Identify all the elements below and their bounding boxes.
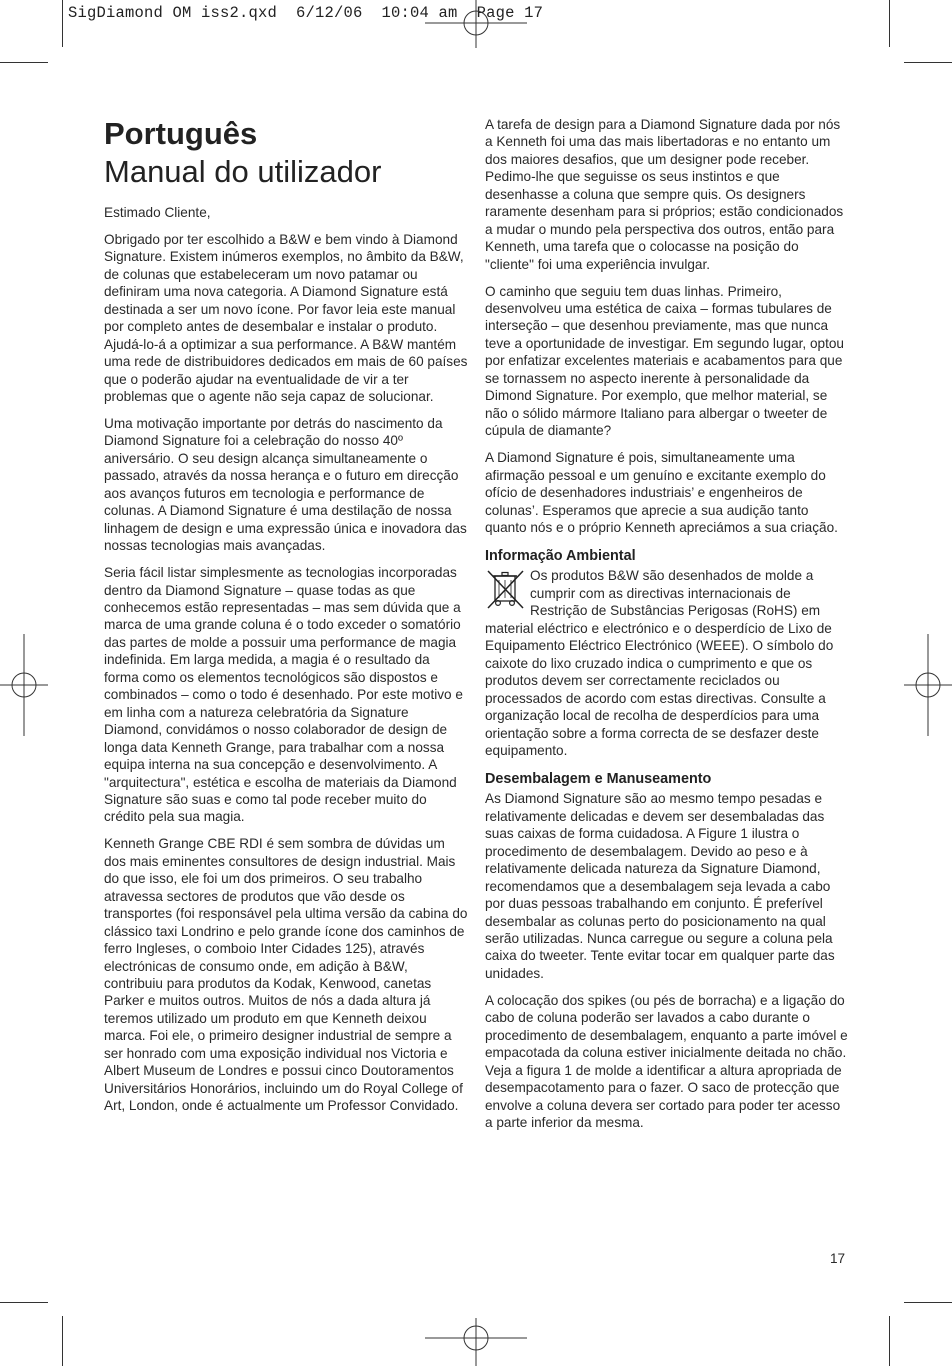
crop-mark-bottom-right-v	[889, 1316, 890, 1366]
unpacking-heading: Desembalagem e Manuseamento	[485, 771, 712, 788]
print-slug: SigDiamond OM iss2.qxd 6/12/06 10:04 am Page 17	[68, 4, 544, 22]
crop-mark-bottom-left-v	[62, 1316, 63, 1366]
page-subtitle: Manual do utilizador	[104, 154, 382, 189]
crossed-out-wheelie-bin-icon	[485, 568, 527, 610]
crop-mark-bottom-left-h	[0, 1302, 48, 1303]
page-number: 17	[830, 1251, 846, 1266]
paragraph: Kenneth Grange CBE RDI é sem sombra de dúvidas um dos mais eminentes consultores de design industrial. Mais do que isso, ele foi um dos primeiros. O seu trabalho atravessa sectores de produtos que vão desde os transportes (foi responsável pela ultima versão da cabina do clássico taxi Londrino e pelo grande ícone dos caminhos de ferro Ingleses, o comboio Inter Cidades 125), através electrónicas de consumo onde, em adição à B&W, contribuiu para produtos da Kodak, Kenwood, canetas Parker e muitos outros. Muitos de nós a dada altura já teremos utilizado um produto em que Kenneth deixou marca. Foi ele, o primeiro designer industrial de sempre a ser honrado com uma exposição individual nos Victoria e Albert Museum de Londres e possui cinco Doutoramentos Universitários Honorários, incluindo um do Royal College of Art, London, onde é actualmente um Professor Convidado.	[104, 836, 468, 1114]
paragraph: Seria fácil listar simplesmente as tecnologias incorporadas dentro da Diamond Signature – quase todas as que conhecemos estão representadas – mas sem dúvida que a marca de uma grande coluna é o todo exceder o somatório das partes de molde a possuir uma performance de magia indefinida. Em larga medida, a magia é o resultado da forma como os elementos tecnológicos são dispostos e combinados – como o todo é desenhado. Por este motivo e em linha com a natureza celebratória da Signature Diamond, convidámos o nosso colaborador de design de longa data Kenneth Grange, para trabalhar com a nossa equipa interna na sua concepção e desenvolvimento. A "arquitectura", estética e escolha de materiais da Diamond Signature são suas e como tal pode receber muito do crédito pela sua magia.	[104, 565, 463, 825]
left-column	[104, 116, 468, 1124]
crop-mark-top-left-h	[0, 62, 48, 63]
environment-text: Os produtos B&W são desenhados de molde a cumprir com as directivas internacionais de Restrição de Substâncias Perigosas (RoHS) em material eléctrico e electrónico e o desperdício de Lixo de Equipamento Eléctrico Electrónico (WEEE). O símbolo do caixote do lixo cruzado indica o cumprimento e que os produtos devem ser correctamente reciclados ou processados de acordo com estas directivas. Consulte a organização local de recolha de desperdícios para uma orientação sobre a forma correcta de se desfazer deste equipamento.	[485, 568, 834, 758]
environment-heading: Informação Ambiental	[485, 548, 636, 565]
paragraph: As Diamond Signature são ao mesmo tempo pesadas e relativamente delicadas e devem ser desembaladas das suas caixas de forma cuidadosa. A Figure 1 ilustra o procedimento de desembalagem. Devido ao peso e à relativamente delicada natureza da Signature Diamond, recomendamos que a desembalagem seja levada a cabo por duas pessoas trabalhando em conjunto. É preferível desembalar as colunas perto do posicionamento na qual serão utilizadas. Nunca carregue ou segure a coluna pela caixa do tweeter. Tente evitar tocar em qualquer parte das unidades.	[485, 791, 835, 981]
right-column	[485, 116, 851, 1141]
crop-mark-top-right-v	[889, 0, 890, 47]
registration-mark-bottom	[425, 1318, 527, 1366]
paragraph: O caminho que seguiu tem duas linhas. Primeiro, desenvolveu uma estética de caixa – formas tubulares de interseção – que desenhou previamente, mas que nunca teve a oportunidade de investigar. Em segundo lugar, optou por enfatizar excelentes materiais e acabamentos para que se tornassem no aspecto inerente à personalidade da Dimond Signature. Por exemplo, que melhor material, se não o sólido mármore Italiano para albergar o tweeter de cúpula de diamante?	[485, 283, 844, 439]
paragraph: A colocação dos spikes (ou pés de borracha) e a ligação do cabo de coluna poderão ser lavados a cabo durante o procedimento de desembalagem, enquanto a parte imóvel e empacotada da coluna estiver inicialmente deitada no chão. Veja a figura 1 de molde a identificar a altura apropriada de desempacotamento para o fazer. O saco de protecção que envolve a coluna devera ser cortado para poder ter acesso a parte inferior da mesma.	[485, 992, 848, 1131]
paragraph: A tarefa de design para a Diamond Signature dada por nós a Kenneth foi uma das mais libertadoras e no entanto um dos maiores desafios, que um designer pode receber. Pedimo-lhe que seguisse os seus instintos e que desenhasse a coluna que sempre quis. Os designers raramente desenham para si próprios; estão condicionados a mudar o mundo pela perspectiva dos outros, então para Kenneth, uma tarefa que o colocasse na posição do "cliente" foi uma experiência invulgar.	[485, 117, 844, 272]
paragraph: Obrigado por ter escolhido a B&W e bem vindo à Diamond Signature. Existem inúmeros exemplos, no âmbito da B&W, de colunas que estabeleceram um novo patamar ou definiram uma nova categoria. A Diamond Signature está destinada a ser um novo ícone. Por favor leia este manual por completo antes de desembalar e instalar o produto. Ajudá-lo-á a optimizar a sua performance. A B&W mantém uma rede de distribuidores dedicados em mais de 60 países que o poderão ajudar na eventualidade de vir a ter problemas que o agente não seja capaz de solucionar.	[104, 231, 468, 405]
registration-mark-top	[425, 0, 527, 48]
crop-mark-top-right-h	[904, 62, 952, 63]
paragraph: A Diamond Signature é pois, simultaneamente uma afirmação pessoal e um genuíno e excitante exemplo do ofício de desenhadores industriais’ e engenheiros de colunas’. Esperamos que aprecie a sua audição tanto quanto nós e o próprio Kenneth apreciámos a sua criação.	[485, 450, 838, 535]
page-title: Português	[104, 116, 258, 151]
paragraph: Uma motivação importante por detrás do nascimento da Diamond Signature foi a celebração do nosso 40º aniversário. O seu design alcança simultaneamente o passado, através da nossa herança e o futuro em direcção aos avanços futuros em tecnologia e performance de colunas. A Diamond Signature é uma destilação de nossa linhagem de design e uma expressão única e inovadora das nossas tecnologias mais avançadas.	[104, 415, 467, 554]
registration-mark-right	[904, 634, 952, 736]
greeting: Estimado Cliente,	[104, 205, 211, 220]
registration-mark-left	[0, 634, 48, 736]
environment-section	[485, 567, 851, 759]
crop-mark-top-left-v	[62, 0, 63, 47]
crop-mark-bottom-right-h	[904, 1302, 952, 1303]
